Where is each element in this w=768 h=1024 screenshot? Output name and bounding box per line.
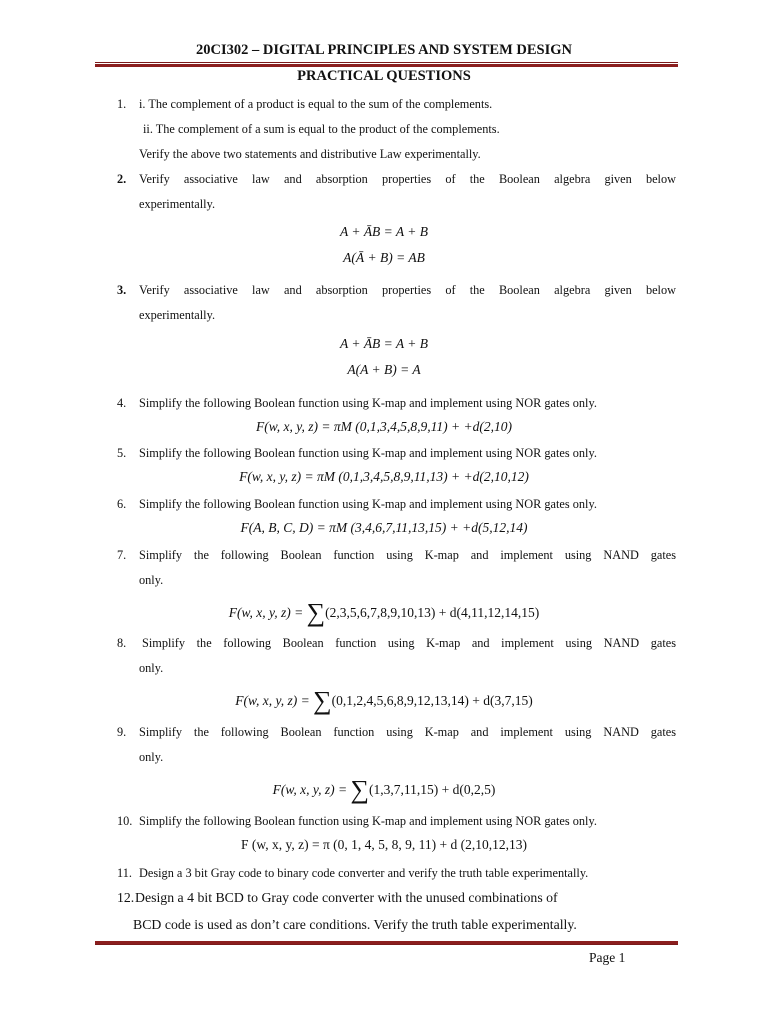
question-text: experimentally.: [139, 308, 216, 322]
question-text: only.: [139, 661, 164, 675]
equation: [0, 777, 768, 803]
equation: A + ĀB = A + B: [339, 224, 429, 239]
equation: A(Ā + B) = AB: [343, 250, 425, 265]
question-text: Simplify the following Boolean function using K-map and implement using NAND gates: [142, 636, 676, 650]
footer-rule: [95, 940, 678, 945]
equation: F (w, x, y, z) = π (0, 1, 4, 5, 8, 9, 11) + d (2,10,12,13): [240, 837, 527, 852]
question-number: 3.: [117, 283, 127, 297]
equation: A(A + B) = A: [347, 362, 421, 377]
question-number: 11.: [117, 866, 132, 880]
question-text: only.: [139, 750, 164, 764]
equation: F(A, B, C, D) = πM (3,4,6,7,11,13,15) + +d(5,12,14): [240, 520, 528, 535]
equation: [0, 688, 768, 714]
header-rule: [95, 62, 678, 67]
question-text: Simplify the following Boolean function using K-map and implement using NOR gates only.: [139, 814, 597, 828]
question-number: 4.: [117, 396, 127, 410]
sigma-symbol: ∑: [306, 598, 326, 627]
sigma-symbol: ∑: [350, 775, 370, 804]
question-number: 8.: [117, 636, 127, 650]
question-text: Verify the above two statements and distributive Law experimentally.: [139, 147, 481, 161]
sigma-symbol: ∑: [313, 686, 332, 715]
equation-rhs: (1,3,7,11,15) + d(0,2,5): [369, 782, 496, 797]
question-text: i. The complement of a product is equal to the sum of the complements.: [139, 97, 493, 111]
question-text: only.: [139, 573, 164, 587]
equation-lhs: F(w, x, y, z) =: [272, 782, 348, 797]
equation: [0, 600, 768, 626]
question-text: Verify associative law and absorption properties of the Boolean algebra given below: [139, 283, 676, 297]
equation-lhs: F(w, x, y, z) =: [235, 693, 310, 708]
equation-rhs: (0,1,2,4,5,6,8,9,12,13,14) + d(3,7,15): [331, 693, 533, 708]
question-text: Simplify the following Boolean function using K-map and implement using NAND gates: [139, 548, 676, 562]
question-text: Verify associative law and absorption properties of the Boolean algebra given below: [139, 172, 676, 186]
question-text: Simplify the following Boolean function using K-map and implement using NOR gates only.: [139, 497, 597, 511]
equation: F(w, x, y, z) = πM (0,1,3,4,5,8,9,11) + +d(2,10): [256, 419, 512, 434]
question-text: Simplify the following Boolean function using K-map and implement using NAND gates: [139, 725, 676, 739]
question-text: Design a 3 bit Gray code to binary code converter and verify the truth table experimentally.: [139, 866, 589, 880]
question-number: 9.: [117, 725, 127, 739]
question-number: 6.: [117, 497, 127, 511]
question-number: 12.: [117, 890, 135, 905]
question-number: 5.: [117, 446, 127, 460]
question-text: Design a 4 bit BCD to Gray code converter with the unused combinations of: [135, 890, 558, 905]
course-title: 20CI302 – DIGITAL PRINCIPLES AND SYSTEM DESIGN: [195, 42, 572, 58]
equation: F(w, x, y, z) = πM (0,1,3,4,5,8,9,11,13) + +d(2,10,12): [239, 469, 529, 484]
equation-rhs: (2,3,5,6,7,8,9,10,13) + d(4,11,12,14,15): [325, 605, 540, 620]
question-text: ii. The complement of a sum is equal to the product of the complements.: [143, 122, 500, 136]
question-text: Simplify the following Boolean function using K-map and implement using NOR gates only.: [139, 446, 597, 460]
page-number: Page 1: [589, 950, 626, 965]
equation: A + ĀB = A + B: [339, 336, 429, 351]
question-text: BCD code is used as don’t care conditions. Verify the truth table experimentally.: [133, 917, 577, 932]
question-number: 10.: [117, 814, 133, 828]
page-subtitle: PRACTICAL QUESTIONS: [297, 68, 471, 84]
equation-lhs: F(w, x, y, z) =: [228, 605, 304, 620]
question-text: Simplify the following Boolean function using K-map and implement using NOR gates only.: [139, 396, 597, 410]
question-number: 1.: [117, 97, 127, 111]
question-text: experimentally.: [139, 197, 216, 211]
question-number: 7.: [117, 548, 127, 562]
question-number: 2.: [117, 172, 127, 186]
